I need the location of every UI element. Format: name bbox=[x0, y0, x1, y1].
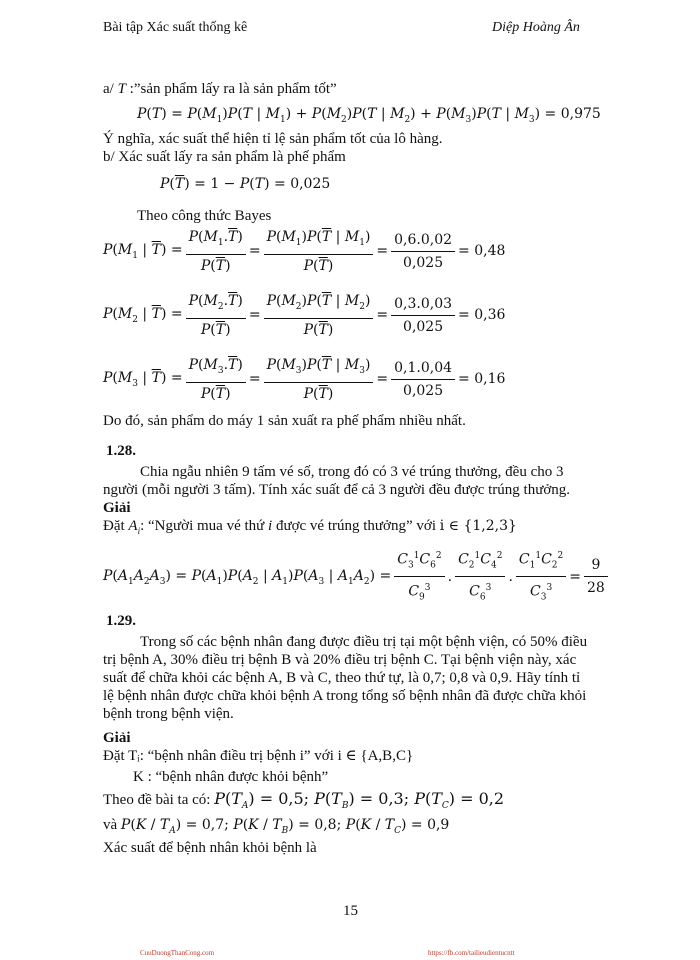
header-title: Bài tập Xác suất thống kê bbox=[103, 20, 248, 35]
header-author: Diệp Hoàng Ân bbox=[492, 20, 580, 35]
problem-128-line2: người (mỗi người 3 tấm). Tính xác suất để cả 3 người đều được trúng thưởng. bbox=[103, 482, 571, 498]
bayes-result: = 0,36 bbox=[458, 307, 506, 324]
problem-129-given: Theo đề bài ta có: $P(T_A) = 0,5$; $P(T_B) = 0,3$; $P(T_C) = 0,2$ bbox=[103, 789, 505, 812]
var-A-sub: i bbox=[137, 526, 141, 536]
footer-right-link[interactable]: https://fb.com/tailieudientucntt bbox=[428, 949, 515, 957]
given-prefix: Theo đề bài ta có: bbox=[103, 792, 215, 808]
index-set: i ∈ {1,2,3} bbox=[439, 518, 517, 534]
bayes-result: = 0,16 bbox=[458, 371, 506, 388]
problem-128-number: 1.28. bbox=[106, 443, 136, 459]
result-den: 28 bbox=[587, 580, 605, 597]
part-a-text: :”sản phẩm lấy ra là sản phẩm tốt” bbox=[125, 81, 337, 97]
var-A: A bbox=[128, 518, 138, 534]
problem-129-line2: trị bệnh A, 30% điều trị bệnh B và 20% điều trị bệnh C. Tại bệnh viện này, xác bbox=[103, 652, 577, 668]
part-b-conclusion: Do đó, sản phẩm do máy 1 sản xuất ra phế phẩm nhiều nhất. bbox=[103, 413, 466, 429]
bayes-result: = 0,48 bbox=[458, 243, 506, 260]
problem-128-solution-label: Giải bbox=[103, 500, 131, 516]
problem-129-line3: suất để chữa khỏi các bệnh A, B và C, theo thứ tự, là 0,7; 0,8 và 0,9. Hãy tính tỉ bbox=[103, 670, 581, 686]
problem-129-line5: bệnh trong bệnh viện. bbox=[103, 706, 234, 722]
part-a-prefix: a/ bbox=[103, 81, 118, 97]
part-a-intro bbox=[103, 80, 337, 98]
part-a-formula: $P(T) = P(M_1)P(T$ | $M_1) + P(M_2)P(T$ | $M_2) + P(M_3)P(T$ | $M_3) = 0,975$ bbox=[137, 106, 601, 125]
calc-num: 0,3.0,03 bbox=[391, 293, 455, 316]
footer-left-link[interactable]: CuuDuongThanCong.com bbox=[140, 949, 215, 957]
problem-129-line1: Trong số các bệnh nhân đang được điều trị tại một bệnh viện, có 50% điều bbox=[140, 634, 588, 650]
problem-128-formula: $P(A_1A_2A_3) = P(A_1)P(A_2$ | $A_1)P(A_3$ | $A_1A_2$) = $\frac{C_3^1C_6^2}{C_9^3}$ . $\frac{C_2^1C_4^2}{C_6^3}$ . $\frac{C_1^1C_2^2}{C_3^3}$ = $\frac{9}{28}$ bbox=[103, 545, 611, 609]
part-a-meaning: Ý nghĩa, xác suất thể hiện tỉ lệ sản phẩm tốt của lô hàng. bbox=[103, 131, 443, 147]
calc-den: 0,025 bbox=[403, 382, 444, 399]
calc-den: 0,025 bbox=[403, 254, 444, 271]
bayes-row-3: $P(M_3$ | $\overline{T}$) = $\frac{P(M_3.\overline{T})}{P(\overline{T})}$ = $\frac{P(M_3)P(\overline{T} | M_3)}{P(\overline{T})}$ = $\frac{0,1.0,04}{0,025}$ = 0,16 bbox=[103, 354, 505, 405]
part-b-formula: $P(\overline{T}) = 1 - P(T) = 0,025$ bbox=[160, 176, 331, 192]
problem-129-solution-label: Giải bbox=[103, 730, 131, 746]
define-text: : “Người mua vé thứ bbox=[140, 518, 269, 534]
define-prefix: Đặt bbox=[103, 518, 129, 534]
bayes-label: Theo công thức Bayes bbox=[137, 208, 272, 224]
problem-129-last-line: Xác suất để bệnh nhân khỏi bệnh là bbox=[103, 840, 317, 856]
var-i: i bbox=[268, 518, 273, 534]
problem-128-define bbox=[103, 517, 517, 540]
bayes-row-2: $P(M_2$ | $\overline{T}$) = $\frac{P(M_2.\overline{T})}{P(\overline{T})}$ = $\frac{P(M_2)P(\overline{T} | M_2)}{P(\overline{T})}$ = $\frac{0,3.0,03}{0,025}$ = 0,36 bbox=[103, 290, 505, 341]
define-text2: được vé trúng thưởng” với bbox=[272, 518, 440, 534]
result-num: 9 bbox=[584, 554, 608, 577]
page-number: 15 bbox=[343, 903, 358, 919]
problem-129-line4: lệ bệnh nhân được chữa khỏi bệnh A trong tổng số bệnh nhân đã được chữa khỏi bbox=[103, 688, 587, 704]
and-prefix: và bbox=[103, 817, 121, 833]
problem-129-define-T: Đặt Tᵢ: “bệnh nhân điều trị bệnh i” với i ∈ {A,B,C} bbox=[103, 748, 414, 764]
var-T: T bbox=[117, 81, 126, 97]
problem-129-number: 1.29. bbox=[106, 613, 136, 629]
problem-129-define-K: K : “bệnh nhân được khỏi bệnh” bbox=[133, 769, 329, 785]
bayes-row-1: $P(M_1$ | $\overline{T}$) = $\frac{P(M_1.\overline{T})}{P(\overline{T})}$ = $\frac{P(M_1)P(\overline{T} | M_1)}{P(\overline{T})}$ = $\frac{0,6.0,02}{0,025}$ = 0,48 bbox=[103, 226, 505, 277]
problem-128-line1: Chia ngẫu nhiên 9 tấm vé số, trong đó có 3 vé trúng thưởng, đều cho 3 bbox=[140, 464, 564, 480]
calc-num: 0,6.0,02 bbox=[391, 229, 455, 252]
calc-den: 0,025 bbox=[403, 318, 444, 335]
problem-129-conditional: và $P(K / T_A) = 0,7$; $P(K / T_B) = 0,8$; $P(K / T_C) = 0,9$ bbox=[103, 817, 450, 836]
calc-num: 0,1.0,04 bbox=[391, 357, 455, 380]
part-b-intro: b/ Xác suất lấy ra sản phẩm là phế phẩm bbox=[103, 149, 346, 165]
